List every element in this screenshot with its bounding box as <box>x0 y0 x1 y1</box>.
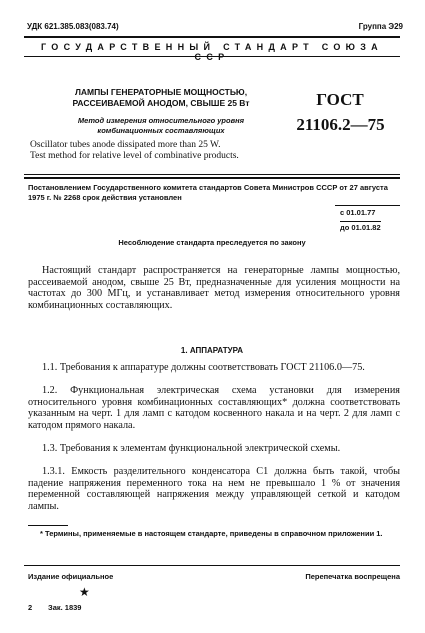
english-title <box>30 140 310 162</box>
validity-rule <box>335 205 400 206</box>
footnote-rule <box>28 525 68 526</box>
clause-1-1: 1.1. Требования к аппаратуре должны соответствовать ГОСТ 21106.0—75. <box>42 362 365 373</box>
udk-code: УДК 621.385.083(083.74) <box>27 22 119 31</box>
english-line-1: Oscillator tubes anode dissipated more than 25 W. <box>30 140 221 150</box>
clause-1-3-1: 1.3.1. Емкость разделительного конденсатора C1 должна быть такой, чтобы падение напряжения переменного тока на нем не превышало 1 % от значения переменной составляющей напряжения между управляющей сеткой и катодом лампы. <box>28 466 400 512</box>
title-rule <box>24 174 400 175</box>
subtitle-line-1: Метод измерения относительного уровня <box>77 116 245 125</box>
star-icon: ★ <box>79 585 90 599</box>
title-rule-thick <box>24 177 400 179</box>
official-edition: Издание официальное <box>28 572 114 581</box>
document-subtitle <box>56 116 266 136</box>
english-line-2: Test method for relative level of combinative products. <box>30 151 239 161</box>
gost-number: 21106.2—75 <box>296 115 385 134</box>
decree-text: Постановлением Государственного комитета стандартов Совета Министров СССР от 27 августа 1975 г. № 2268 срок действия установлен <box>28 183 388 202</box>
clause-1-3: 1.3. Требования к элементам функциональной электрической схемы. <box>42 443 341 454</box>
valid-to: до 01.01.82 <box>340 223 381 232</box>
order-number: Зак. 1839 <box>48 603 82 612</box>
subtitle-line-2: комбинационных составляющих <box>97 126 225 135</box>
valid-from: с 01.01.77 <box>340 208 376 217</box>
clause-1-2: 1.2. Функциональная электрическая схема установки для измерения относительного уровня комбинационных составляющих* должна соответствовать указанным на черт. 1 для ламп с катодом косвенного накала и на черт. 2 для ламп с катодом прямого накала. <box>28 385 400 431</box>
title-line-2: РАССЕИВАЕМОЙ АНОДОМ, СВЫШЕ 25 Вт <box>72 98 250 108</box>
no-reprint-notice: Перепечатка воспрещена <box>305 572 400 581</box>
gost-label: ГОСТ <box>316 90 364 109</box>
intro-paragraph: Настоящий стандарт распространяется на генераторные лампы мощностью, рассеиваемой анодом, свыше 25 Вт, предназначенные для усиления мощности на частотах до 300 МГц, и устанавливает метод измерения относительного уровня комбинационных составляющих. <box>28 265 400 311</box>
state-standard-banner: ГОСУДАРСТВЕННЫЙ СТАНДАРТ СОЮЗА ССР <box>41 42 383 62</box>
group-code: Группа Э29 <box>358 22 403 31</box>
footnote: * Термины, применяемые в настоящем стандарте, приведены в справочном приложении 1. <box>40 529 383 538</box>
footer-rule <box>24 565 400 566</box>
top-rule <box>24 36 400 38</box>
page-number: 2 <box>28 603 33 612</box>
section-heading: 1. АППАРАТУРА <box>180 346 244 355</box>
document-title <box>56 87 266 109</box>
law-warning: Несоблюдение стандарта преследуется по закону <box>118 238 306 247</box>
title-line-1: ЛАМПЫ ГЕНЕРАТОРНЫЕ МОЩНОСТЬЮ, <box>74 87 248 97</box>
banner-rule <box>24 56 400 57</box>
